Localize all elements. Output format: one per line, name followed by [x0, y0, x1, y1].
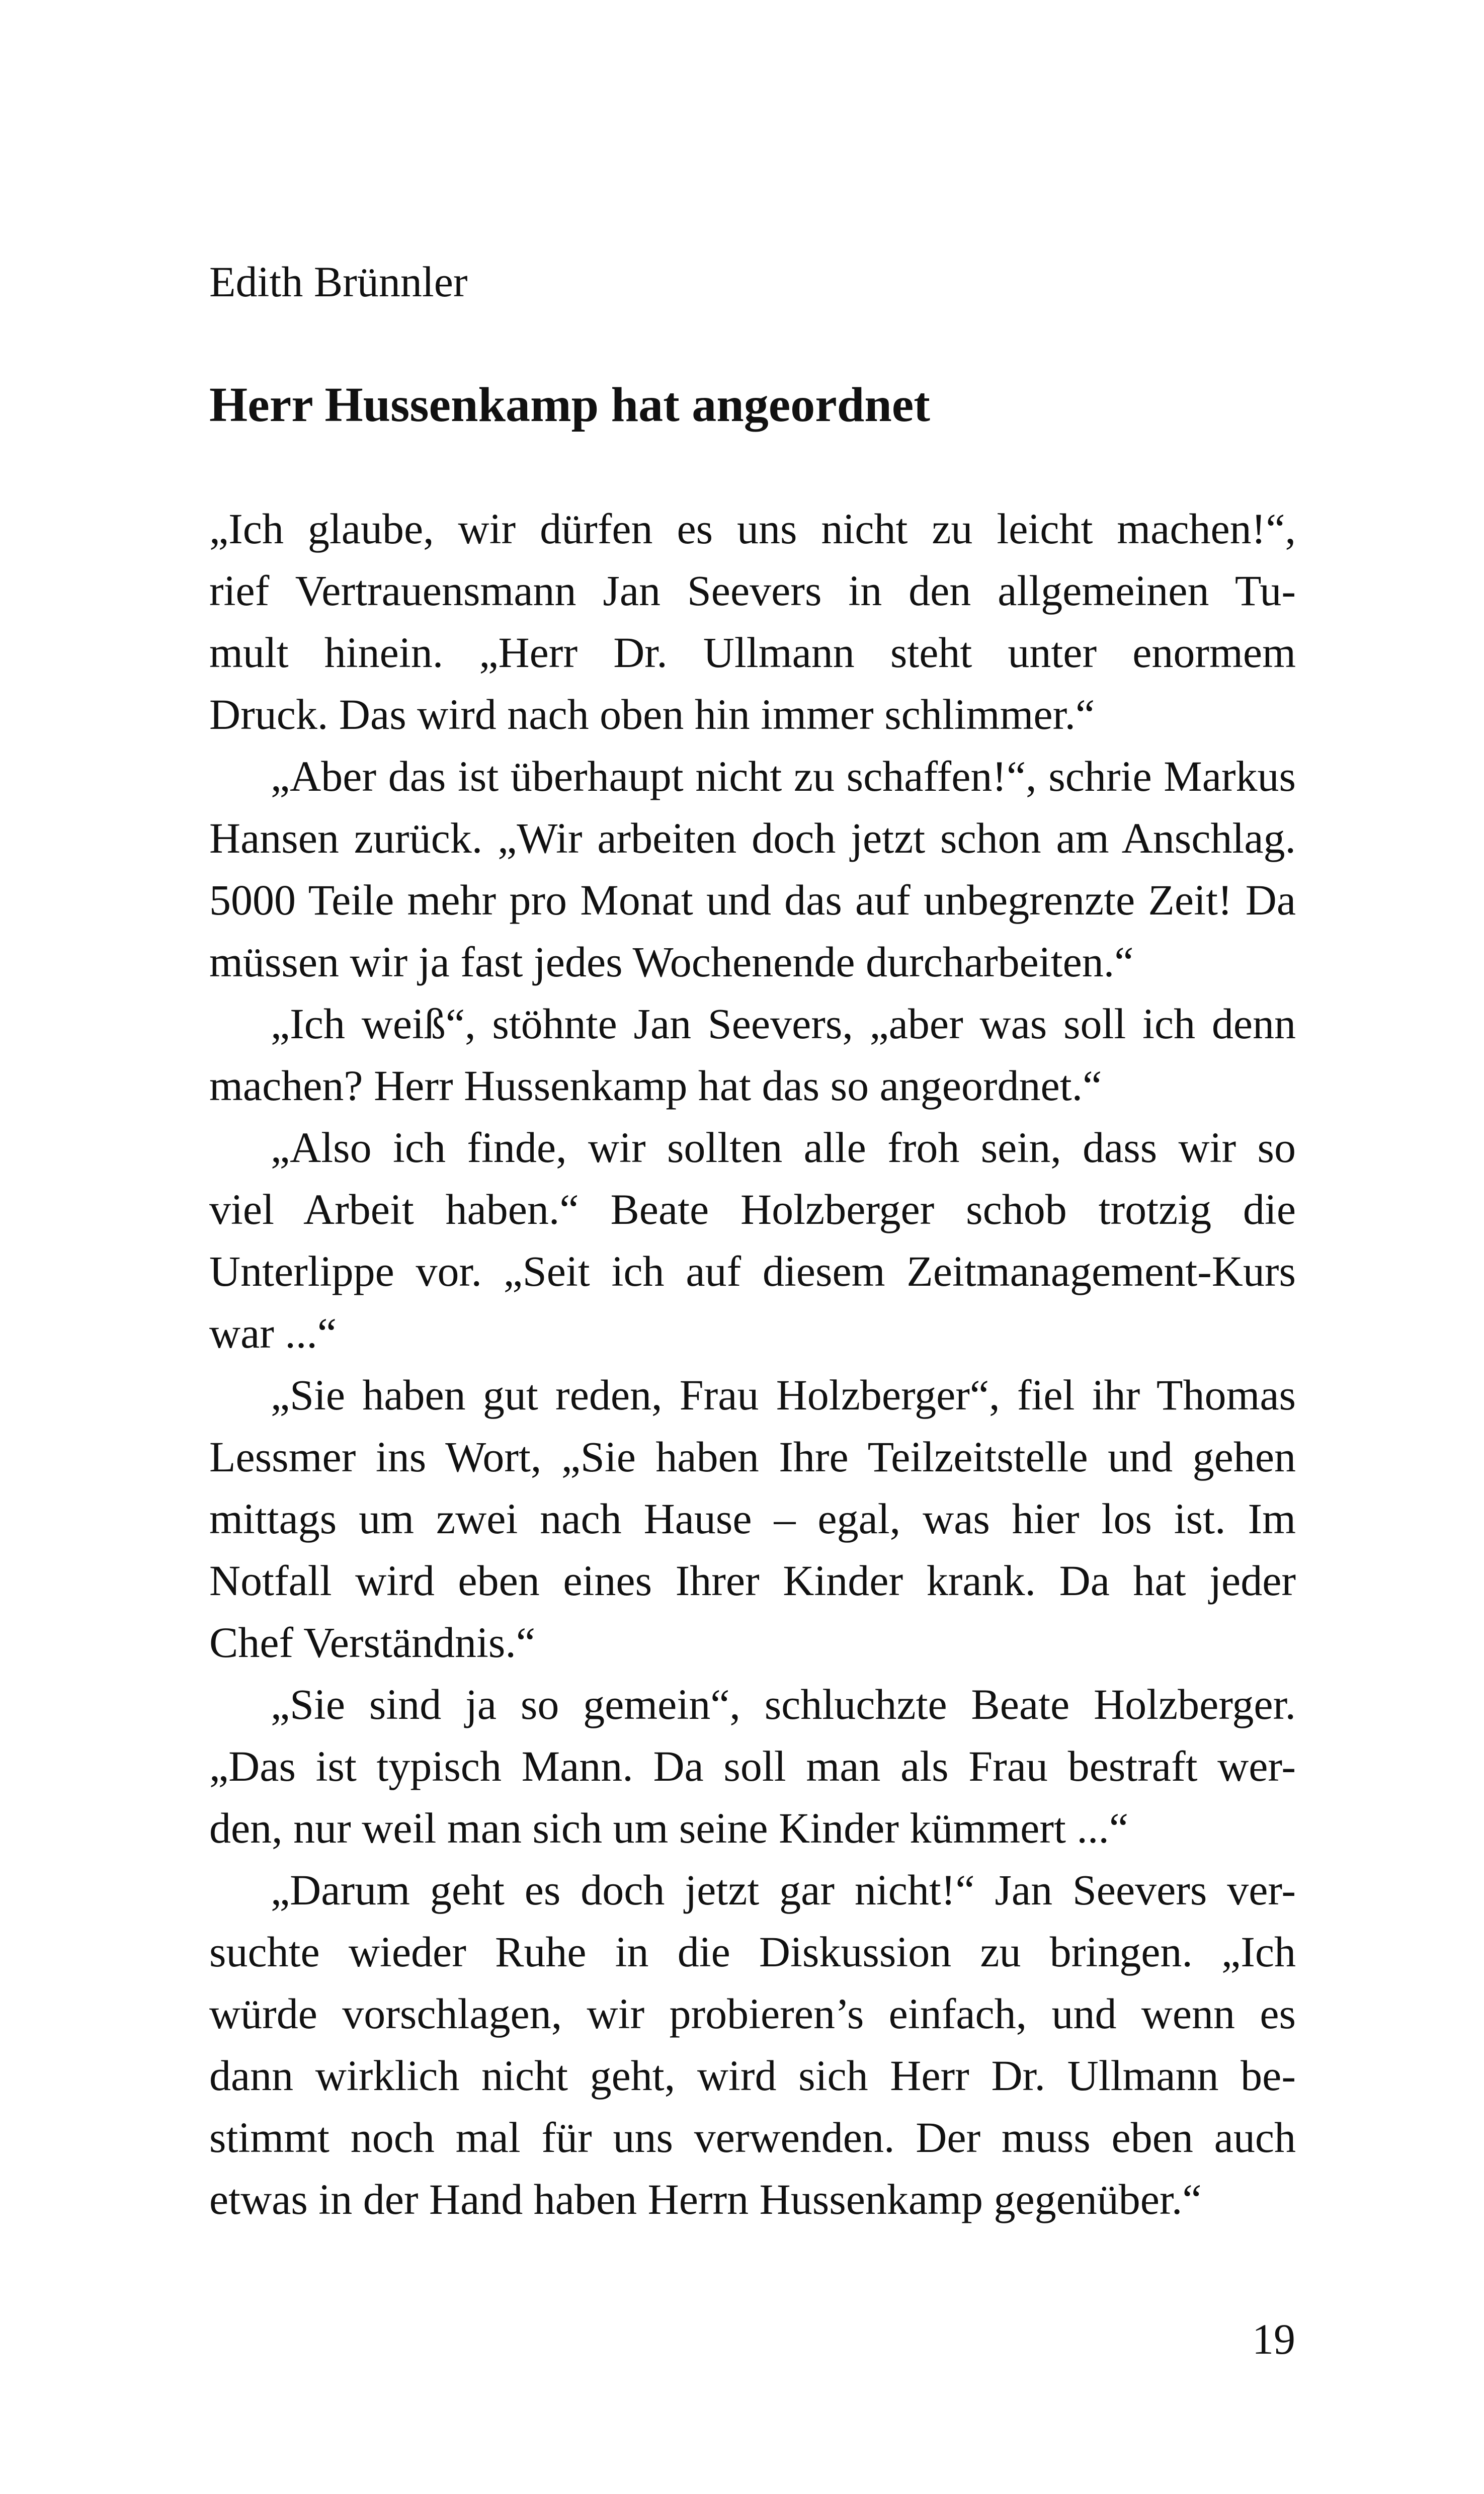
text-line: stimmt noch mal für uns verwenden. Der muss eben auch: [209, 2113, 1296, 2162]
text-line: „Ich weiß“, stöhnte Jan Seevers, „aber was soll ich denn: [271, 1000, 1296, 1048]
author-name: Edith Brünnler: [209, 258, 468, 306]
text-line: 5000 Teile mehr pro Monat und das auf unbegrenzte Zeit! Da: [209, 876, 1296, 924]
text-line: „Aber das ist überhaupt nicht zu schaffen!“, schrie Markus: [271, 752, 1296, 800]
text-line: den, nur weil man sich um seine Kinder kümmert ...“: [209, 1804, 1129, 1852]
page-number: 19: [1252, 2315, 1295, 2363]
text-line: „Ich glaube, wir dürfen es uns nicht zu leicht machen!“,: [209, 505, 1296, 553]
text-line: mult hinein. „Herr Dr. Ullmann steht unter enormem: [209, 628, 1296, 677]
text-line: „Sie haben gut reden, Frau Holzberger“, fiel ihr Thomas: [271, 1371, 1296, 1419]
text-line: suchte wieder Ruhe in die Diskussion zu bringen. „Ich: [209, 1928, 1296, 1976]
text-line: Lessmer ins Wort, „Sie haben Ihre Teilzeitstelle und gehen: [209, 1433, 1296, 1481]
text-line: würde vorschlagen, wir probieren’s einfach, und wenn es: [209, 1989, 1296, 2038]
text-line: war ...“: [209, 1309, 337, 1357]
text-line: mittags um zwei nach Hause – egal, was hier los ist. Im: [209, 1494, 1296, 1543]
text-line: „Das ist typisch Mann. Da soll man als Frau bestraft wer-: [209, 1742, 1296, 1790]
text-line: „Sie sind ja so gemein“, schluchzte Beate Holzberger.: [271, 1680, 1296, 1728]
story-text: [209, 498, 1296, 2230]
text-line: „Darum geht es doch jetzt gar nicht!“ Jan Seevers ver-: [271, 1866, 1296, 1914]
text-line: dann wirklich nicht geht, wird sich Herr Dr. Ullmann be-: [209, 2051, 1296, 2100]
text-line: Notfall wird eben eines Ihrer Kinder krank. Da hat jeder: [209, 1556, 1296, 1605]
text-line: etwas in der Hand haben Herrn Hussenkamp gegenüber.“: [209, 2175, 1202, 2223]
text-line: müssen wir ja fast jedes Wochenende durcharbeiten.“: [209, 938, 1134, 986]
text-line: machen? Herr Hussenkamp hat das so angeordnet.“: [209, 1061, 1102, 1110]
text-line: Druck. Das wird nach oben hin immer schlimmer.“: [209, 690, 1095, 738]
text-line: rief Vertrauensmann Jan Seevers in den allgemeinen Tu-: [209, 566, 1296, 615]
text-line: Unterlippe vor. „Seit ich auf diesem Zeitmanagement-Kurs: [209, 1247, 1296, 1295]
text-line: Chef Verständnis.“: [209, 1618, 536, 1667]
text-line: viel Arbeit haben.“ Beate Holzberger schob trotzig die: [209, 1185, 1296, 1233]
text-line: „Also ich finde, wir sollten alle froh sein, dass wir so: [271, 1123, 1296, 1172]
chapter-title: Herr Hussenkamp hat angeordnet: [209, 378, 930, 432]
text-line: Hansen zurück. „Wir arbeiten doch jetzt schon am Anschlag.: [209, 814, 1296, 862]
